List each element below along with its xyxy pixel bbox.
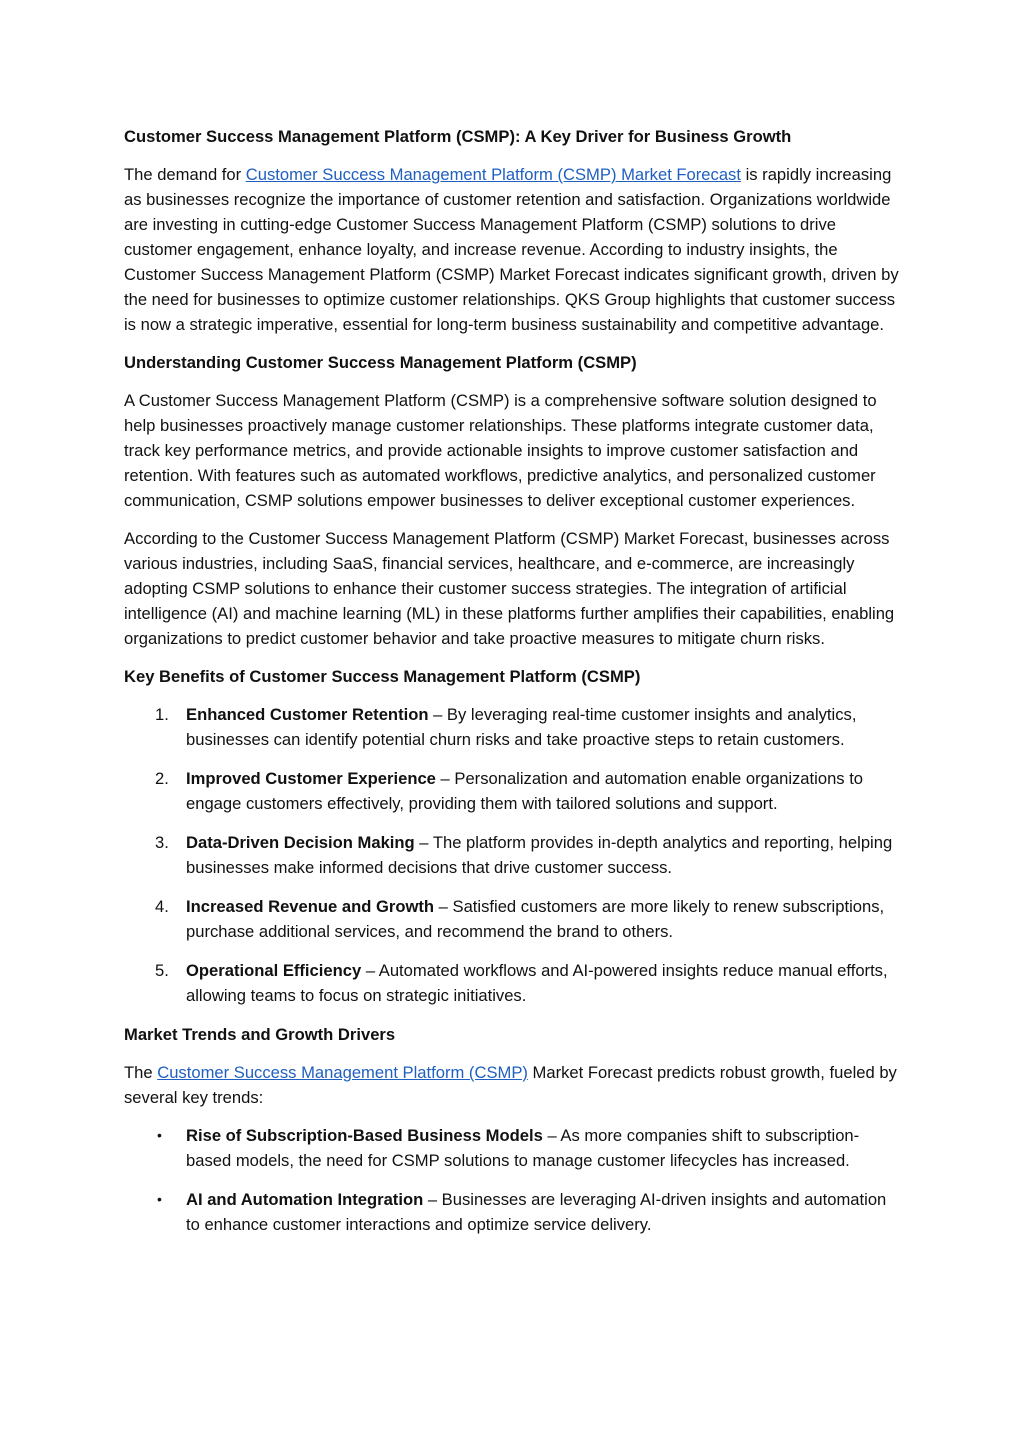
benefit-title: Operational Efficiency: [186, 961, 362, 980]
bullet-icon: •: [157, 1191, 162, 1207]
trends-list: [124, 1123, 904, 1237]
benefit-text: – Satisfied customers are more likely to renew subscriptions, purchase additional services, and recommend the brand to others.: [186, 897, 885, 941]
understanding-heading: Understanding Customer Success Management Platform (CSMP): [124, 353, 637, 372]
understanding-paragraph-1: A Customer Success Management Platform (CSMP) is a comprehensive software solution designed to help businesses proactively manage customer relationships. These platforms integrate customer data, track key performance metrics, and provide actionable insights to improve customer satisfaction and retention. With features such as automated workflows, predictive analytics, and personalized customer communication, CSMP solutions empower businesses to deliver exceptional customer experiences.: [124, 391, 877, 510]
trend-item: [124, 1187, 904, 1237]
benefit-text: – Automated workflows and AI-powered insights reduce manual efforts, allowing teams to focus on strategic initiatives.: [186, 961, 888, 1005]
document-page: [124, 124, 904, 1251]
trends-paragraph: [124, 1060, 904, 1110]
trend-text: – Businesses are leveraging AI-driven insights and automation to enhance customer interactions and optimize service delivery.: [186, 1190, 887, 1234]
trends-text-after-link: Market Forecast predicts robust growth, fueled by several key trends:: [124, 1063, 897, 1107]
intro-paragraph: [124, 162, 904, 337]
list-number: 3.: [155, 833, 169, 852]
document-title: Customer Success Management Platform (CSMP): A Key Driver for Business Growth: [124, 127, 792, 146]
benefit-title: Increased Revenue and Growth: [186, 897, 435, 916]
benefit-item: [124, 894, 904, 944]
trends-heading: Market Trends and Growth Drivers: [124, 1025, 396, 1044]
benefit-item: [124, 830, 904, 880]
benefit-text: – By leveraging real-time customer insights and analytics, businesses can identify potential churn risks and take proactive steps to retain customers.: [186, 705, 857, 749]
list-number: 4.: [155, 897, 169, 916]
understanding-paragraph-2: According to the Customer Success Management Platform (CSMP) Market Forecast, businesses across various industries, including SaaS, financial services, healthcare, and e-commerce, are increasingly adopting CSMP solutions to enhance their customer success strategies. The integration of artificial intelligence (AI) and machine learning (ML) in these platforms further amplifies their capabilities, enabling organizations to predict customer behavior and take proactive measures to mitigate churn risks.: [124, 529, 895, 648]
benefit-item: [124, 702, 904, 752]
trend-title: AI and Automation Integration: [186, 1190, 424, 1209]
list-number: 1.: [155, 705, 169, 724]
trend-text: – As more companies shift to subscription-based models, the need for CSMP solutions to manage customer lifecycles has increased.: [186, 1126, 860, 1170]
csmp-link[interactable]: Customer Success Management Platform (CSMP): [157, 1063, 528, 1082]
intro-text-before-link: The demand for: [124, 165, 246, 184]
trend-title: Rise of Subscription-Based Business Models: [186, 1126, 543, 1145]
benefits-list: [124, 702, 904, 1008]
benefit-text: – The platform provides in-depth analytics and reporting, helping businesses make informed decisions that drive customer success.: [186, 833, 893, 877]
list-number: 5.: [155, 961, 169, 980]
benefit-title: Improved Customer Experience: [186, 769, 436, 788]
trends-text-before-link: The: [124, 1063, 158, 1082]
list-number: 2.: [155, 769, 169, 788]
bullet-icon: •: [157, 1127, 162, 1143]
benefit-title: Enhanced Customer Retention: [186, 705, 429, 724]
intro-text-after-link: is rapidly increasing as businesses recognize the importance of customer retention and satisfaction. Organizations worldwide are investing in cutting-edge Customer Success Management Platform (CSMP) solutions to drive customer engagement, enhance loyalty, and increase revenue. According to industry insights, the Customer Success Management Platform (CSMP) Market Forecast indicates significant growth, driven by the need for businesses to optimize customer relationships. QKS Group highlights that customer success is now a strategic imperative, essential for long-term business sustainability and competitive advantage.: [124, 165, 899, 334]
benefit-item: [124, 766, 904, 816]
csmp-market-forecast-link[interactable]: Customer Success Management Platform (CSMP) Market Forecast: [245, 165, 741, 184]
benefit-item: [124, 958, 904, 1008]
benefit-title: Data-Driven Decision Making: [186, 833, 415, 852]
benefits-heading: Key Benefits of Customer Success Management Platform (CSMP): [124, 667, 641, 686]
benefit-text: – Personalization and automation enable organizations to engage customers effectively, providing them with tailored solutions and support.: [186, 769, 864, 813]
trend-item: [124, 1123, 904, 1173]
